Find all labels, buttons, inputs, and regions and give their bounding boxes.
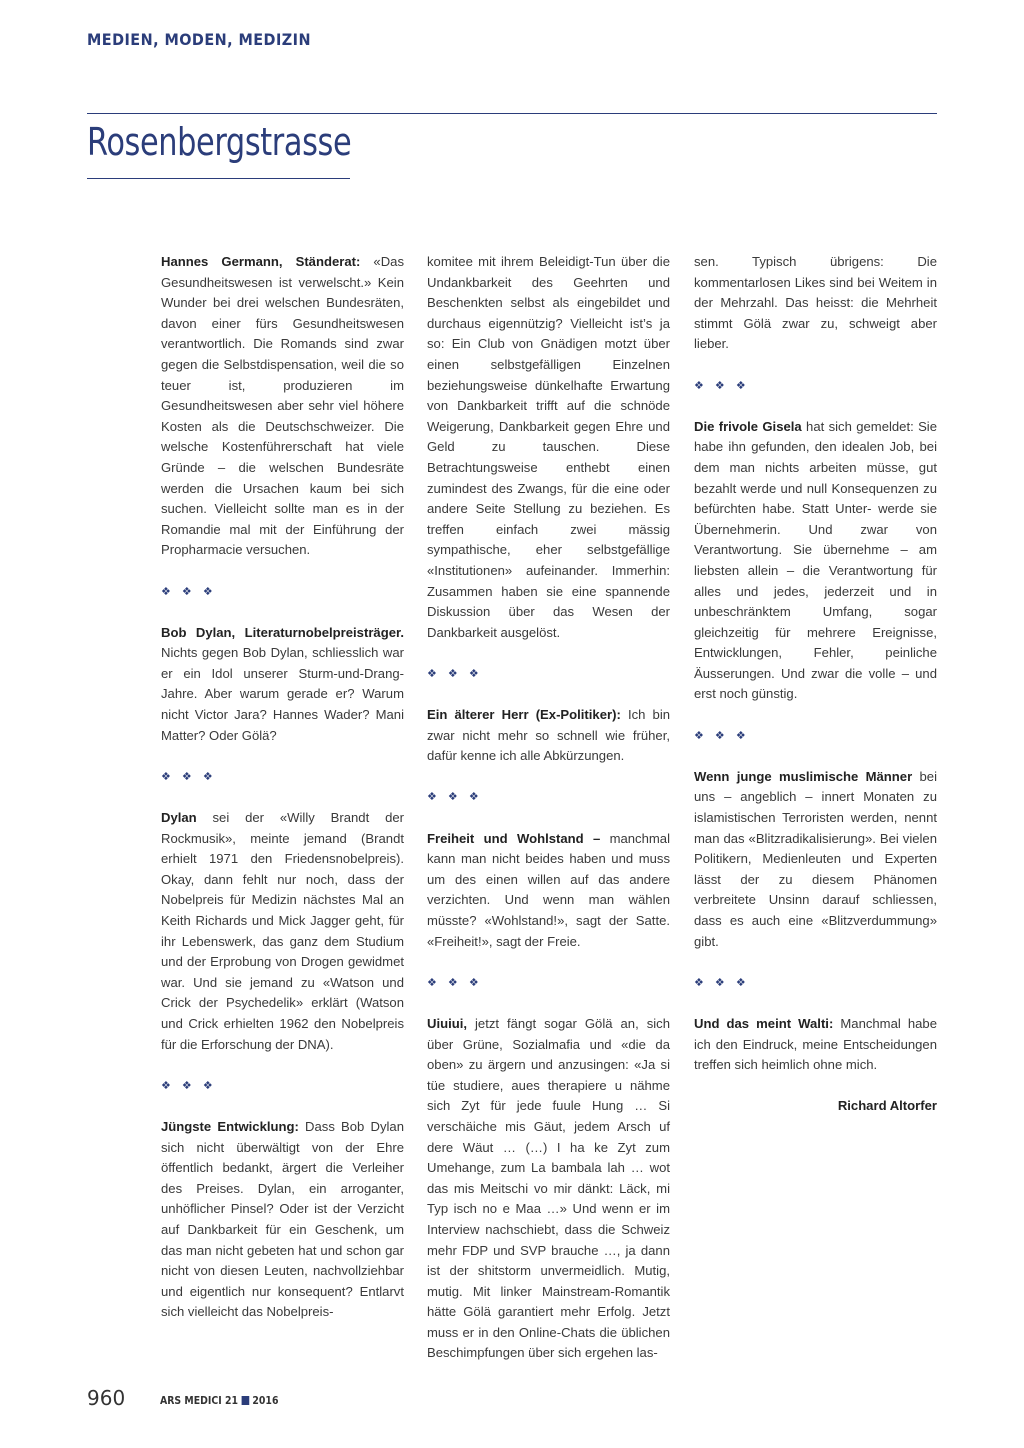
article-paragraph bbox=[427, 705, 670, 767]
journal-name: ARS MEDICI 21 bbox=[160, 1394, 238, 1407]
page-number: 960 bbox=[87, 1386, 126, 1410]
paragraph-text: «Das Gesundheitswesen ist verwelscht.» Kein Wunder bei drei welschen Bundesräten, davon einer fürs Gesundheitswesen verantwortlich. Die Romands sind zwar gegen die Selbstdispensation, weil die so teuer ist, produzieren im Gesundheitswesen aber sehr viel höhere Kosten als die Deutschschweizer. Die welsche Kostenführerschaft hat viele Gründe – die welschen Bundesräte werden die Ursachen kaum bei sich suchen. Vielleicht sollte man es in der Romandie mal mit der Einführung der Propharmacie versuchen. bbox=[161, 254, 404, 558]
paragraph-text: sen. Typisch übrigens: Die kommentarlosen Likes sind bei Weitem in der Mehrzahl. Das heisst: die Mehrheit stimmt Gölä zwar zu, schweigt aber lieber. bbox=[694, 254, 937, 352]
paragraph-lead: Wenn junge muslimische Männer bbox=[694, 768, 913, 784]
article-paragraph bbox=[694, 767, 937, 952]
paragraph-lead: Dylan bbox=[161, 810, 197, 826]
article-paragraph bbox=[427, 252, 670, 643]
journal-year: 2016 bbox=[252, 1394, 279, 1407]
separator-ornament-icon: ❖ ❖ ❖ bbox=[427, 791, 483, 804]
section-label: MEDIEN, MODEN, MEDIZIN bbox=[87, 30, 311, 49]
paragraph-text: manchmal kann man nicht beides haben und muss um des einen willen auf das andere verzichten. Und wenn man wählen müsste? «Wohlstand!», sagt der Satte. «Freiheit!», sagt der Freie. bbox=[427, 830, 670, 949]
article-paragraph bbox=[427, 1014, 670, 1364]
article-column-3 bbox=[694, 252, 937, 1138]
header-rule bbox=[87, 113, 937, 114]
paragraph-text: komitee mit ihrem Beleidigt-Tun über die Undankbarkeit des Geehrten und Beschenkten selbst als eingebildet und durchaus eigennützig? Vielleicht ist’s ja so: Ein Club von Gnädigen motzt über einen selbstgefälligen Einzelnen beziehungsweise dünkelhafte Erwartung von Dankbarkeit trifft auf die schnöde Weigerung, Dankbarkeit gegen Ehre und Geld zu tauschen. Diese Betrachtungsweise enthebt einen zumindest des Zwangs, für die eine oder andere Seite Stellung zu beziehen. Es treffen einfach zwei mässig sympathische, eher selbstgefällige «Institutionen» aufeinander. Immerhin: Zusammen haben sie eine spannende Diskussion über das Wesen der Dankbarkeit ausgelöst. bbox=[427, 254, 670, 640]
paragraph-lead: Die frivole Gisela bbox=[694, 418, 802, 434]
separator-ornament-icon: ❖ ❖ ❖ bbox=[694, 379, 750, 392]
article-paragraph bbox=[427, 829, 670, 953]
separator-ornament-icon: ❖ ❖ ❖ bbox=[427, 667, 483, 680]
paragraph-text: jetzt fängt sogar Gölä an, sich über Grüne, Sozialmafia und «die da oben» zu ärgern und anzusingen: «Ja si tüe studiere, aues therapiere u nähme sich Zyt für jede fuule Hung … Si verschäiche mis Gäut, jedem Arsch uf dere Wäut … (…) I ha ke Zyt zum Umehange, zum La bambala lah … wot das mis Meitschi vo mir dänkt: Läck, mi Typ isch no e Maa …» Und wenn er im Interview nachschiebt, dass die Schweiz mehr FDP und SVP brauche …, ja dann ist der shitstorm unvermeidlich. Mutig, mutig. Mit linker Mainstream-Romantik hätte Gölä garantiert mehr Erfolg. Jetzt muss er in den Online-Chats die üblichen Beschimpfungen über sich ergehen las- bbox=[427, 1015, 670, 1361]
paragraph-text: Manchmal habe ich den Eindruck, meine Entscheidungen treffen sich heimlich ohne mich. bbox=[694, 1015, 937, 1073]
paragraph-text: Dass Bob Dylan sich nicht überwältigt von der Ehre öffentlich bedankt, ärgert die Verleiher des Preises. Dylan, ein arroganter, unhöflicher Pinsel? Oder ist der Verzicht auf Dankbarkeit für ein Geschenk, um das man nicht gebeten hat und schon gar nicht von diesen Leuten, nachvollziehbar und eigentlich nur konsequent? Entlarvt sich vielleicht das Nobelpreis- bbox=[161, 1118, 404, 1320]
article-paragraph bbox=[161, 1117, 404, 1323]
article-paragraph bbox=[694, 1014, 937, 1076]
paragraph-text: hat sich gemeldet: Sie habe ihn gefunden, den idealen Job, bei dem man nichts arbeiten müsse, gut bezahlt werde und null Konsequenzen zu befürchten habe. Statt Unter- werde sie Übernehmerin. Und zwar von Verantwortung. Sie übernehme – am liebsten allein – die Verantwortung für alles und jedes, jederzeit und in unbeschränktem Umfang, sogar gleichzeitig für mehrere Ereignisse, Entwicklungen, Fehler, peinliche Äusserungen. Und zwar die volle – und erst noch günstig. bbox=[694, 418, 937, 702]
separator-ornament-icon: ❖ ❖ ❖ bbox=[694, 729, 750, 742]
separator-ornament-icon: ❖ ❖ ❖ bbox=[161, 1079, 217, 1092]
paragraph-text: sei der «Willy Brandt der Rockmusik», meinte jemand (Brandt erhielt 1971 den Friedensnobelpreis). Okay, dann fehlt nur noch, dass der Nobelpreis für Medizin nächstes Mal an Keith Richards und Mick Jagger geht, für ihr Lebenswerk, das ganz dem Studium und der Erprobung von Drogen gewidmet war. Und sie jemand zu «Watson und Crick der Psychedelik» erklärt (Watson und Crick erhielten 1962 den Nobelpreis für die Erforschung der DNA). bbox=[161, 810, 404, 1052]
separator-ornament-icon: ❖ ❖ ❖ bbox=[161, 585, 217, 598]
footer-journal bbox=[160, 1394, 278, 1407]
article-paragraph bbox=[694, 417, 937, 705]
paragraph-lead: Bob Dylan, Literaturnobelpreisträger. bbox=[161, 624, 404, 640]
paragraph-lead: Jüngste Entwicklung: bbox=[161, 1118, 299, 1134]
article-paragraph bbox=[694, 252, 937, 355]
article-column-1 bbox=[161, 252, 404, 1343]
footer-square-icon bbox=[241, 1396, 249, 1405]
paragraph-text: Nichts gegen Bob Dylan, schliesslich war er ein Idol unserer Sturm-und-Drang-Jahre. Aber warum gerade er? Warum nicht Victor Jara? Hannes Wader? Mani Matter? Oder Gölä? bbox=[161, 645, 404, 743]
paragraph-lead: Freiheit und Wohlstand – bbox=[427, 830, 601, 846]
separator-ornament-icon: ❖ ❖ ❖ bbox=[694, 976, 750, 989]
article-paragraph bbox=[161, 252, 404, 561]
separator-ornament-icon: ❖ ❖ ❖ bbox=[161, 770, 217, 783]
paragraph-lead: Uiuiui, bbox=[427, 1015, 468, 1031]
article-column-2 bbox=[427, 252, 670, 1385]
paragraph-lead: Ein älterer Herr (Ex-Politiker): bbox=[427, 707, 621, 723]
paragraph-lead: Hannes Germann, Ständerat: bbox=[161, 254, 361, 269]
paragraph-lead: Und das meint Walti: bbox=[694, 1015, 834, 1031]
article-paragraph bbox=[161, 808, 404, 1055]
paragraph-text: bei uns – angeblich – innert Monaten zu islamistischen Terroristen werden, nennt man das «Blitzradikalisierung». Bei vielen Politikern, Medienleuten und Experten lässt der zu diesem Phänomen verbreitete Unsinn darauf schliessen, dass es auch eine «Blitzverdummung» gibt. bbox=[694, 768, 937, 949]
separator-ornament-icon: ❖ ❖ ❖ bbox=[427, 976, 483, 989]
title-rule bbox=[87, 178, 350, 179]
paragraph-text: Ich bin zwar nicht mehr so schnell wie früher, dafür kenne ich alle Abkürzungen. bbox=[427, 707, 671, 764]
page-title: Rosenbergstrasse bbox=[87, 120, 352, 164]
author-signature: Richard Altorfer bbox=[837, 1098, 937, 1114]
article-paragraph bbox=[161, 623, 404, 747]
